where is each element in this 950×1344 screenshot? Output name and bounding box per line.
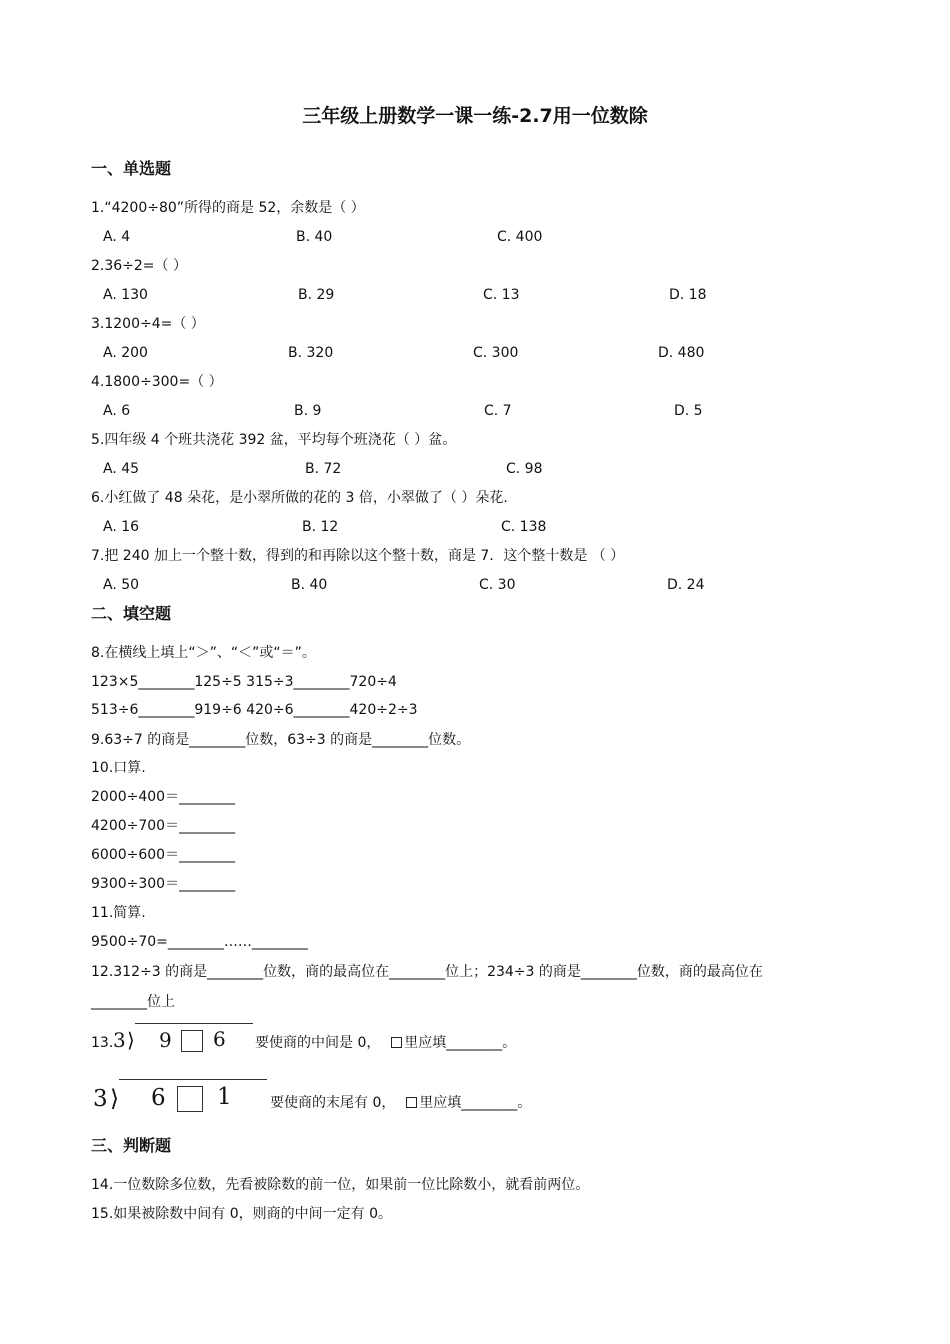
fill-line: 513÷6________919÷6 420÷6________420÷2÷3 — [91, 702, 418, 718]
option-b[interactable]: B. 72 — [305, 461, 342, 477]
option-a[interactable]: A. 50 — [103, 577, 140, 593]
option-c[interactable]: C. 300 — [473, 345, 519, 361]
section-heading: 三、判断题 — [91, 1136, 172, 1155]
fill-line: 2000÷400＝________ — [91, 789, 236, 805]
option-c[interactable]: C. 30 — [479, 577, 516, 593]
option-d[interactable]: D. 480 — [658, 345, 705, 361]
page-title: 三年级上册数学一课一练-2.7用一位数除 — [302, 105, 648, 127]
option-b[interactable]: B. 40 — [291, 577, 328, 593]
fill-line: 4200÷700＝________ — [91, 818, 236, 834]
option-b[interactable]: B. 320 — [288, 345, 334, 361]
square-icon — [391, 1037, 402, 1048]
divisor: 3 — [113, 1028, 126, 1052]
option-a[interactable]: A. 4 — [103, 229, 131, 245]
division-figure-b: 3 ⟩ 6 1 — [93, 1076, 268, 1120]
option-c[interactable]: C. 13 — [483, 287, 520, 303]
fill-line: 12.312÷3 的商是________位数，商的最高位在________位上；234÷3 的商是________位数，商的最高位在 — [91, 964, 763, 980]
option-d[interactable]: D. 24 — [667, 577, 705, 593]
fill-line: 9300÷300＝________ — [91, 876, 236, 892]
section-heading: 二、填空题 — [91, 604, 172, 623]
fill-line: 10.口算. — [91, 760, 146, 776]
option-d[interactable]: D. 5 — [674, 403, 703, 419]
fill-line: 8.在横线上填上“＞”、“＜”或“＝”。 — [91, 645, 316, 661]
question-5: 5.四年级 4 个班共浇花 392 盆，平均每个班浇花（ ）盆。 — [91, 432, 457, 448]
option-a[interactable]: A. 45 — [103, 461, 140, 477]
option-a[interactable]: A. 6 — [103, 403, 131, 419]
question-4: 4.1800÷300=（ ） — [91, 374, 223, 390]
question-6: 6.小红做了 48 朵花，是小翠所做的花的 3 倍，小翠做了（ ）朵花. — [91, 490, 508, 506]
section-heading: 一、单选题 — [91, 159, 172, 178]
question-13b-text: 要使商的末尾有 0， 里应填________。 — [270, 1095, 532, 1111]
fill-line: 11.简算. — [91, 905, 146, 921]
digit: 6 — [151, 1085, 166, 1111]
fill-line: ________位上 — [91, 994, 175, 1010]
divisor: 3 — [93, 1086, 108, 1112]
question-2: 2.36÷2=（ ） — [91, 258, 187, 274]
blank-square — [181, 1030, 203, 1052]
fill-line: 123×5________125÷5 315÷3________720÷4 — [91, 674, 397, 690]
option-b[interactable]: B. 40 — [296, 229, 333, 245]
question-7: 7.把 240 加上一个整十数，得到的和再除以这个整十数，商是 7．这个整十数是 （ ） — [91, 548, 625, 564]
question-3: 3.1200÷4=（ ） — [91, 316, 205, 332]
option-b[interactable]: B. 9 — [294, 403, 322, 419]
question-13-number: 13. — [91, 1035, 114, 1051]
option-b[interactable]: B. 29 — [298, 287, 335, 303]
option-c[interactable]: C. 400 — [497, 229, 543, 245]
question-14: 14.一位数除多位数，先看被除数的前一位，如果前一位比除数小，就看前两位。 — [91, 1177, 590, 1193]
digit: 1 — [217, 1084, 232, 1110]
question-13a-text: 要使商的中间是 0， 里应填________。 — [255, 1035, 517, 1051]
option-c[interactable]: C. 7 — [484, 403, 512, 419]
question-15: 15.如果被除数中间有 0，则商的中间一定有 0。 — [91, 1206, 392, 1222]
digit: 9 — [159, 1028, 172, 1052]
option-c[interactable]: C. 98 — [506, 461, 543, 477]
digit: 6 — [213, 1027, 226, 1051]
fill-line: 6000÷600＝________ — [91, 847, 236, 863]
fill-line: 9.63÷7 的商是________位数，63÷3 的商是________位数。 — [91, 732, 471, 748]
square-icon — [406, 1097, 417, 1108]
question-1: 1.“4200÷80”所得的商是 52，余数是（ ） — [91, 200, 365, 216]
option-d[interactable]: D. 18 — [669, 287, 707, 303]
option-b[interactable]: B. 12 — [302, 519, 339, 535]
option-a[interactable]: A. 130 — [103, 287, 148, 303]
option-a[interactable]: A. 200 — [103, 345, 148, 361]
division-figure-a: 3 ⟩ 9 6 — [113, 1020, 253, 1060]
blank-square — [177, 1086, 203, 1112]
fill-line: 9500÷70=________……________ — [91, 934, 308, 950]
option-c[interactable]: C. 138 — [501, 519, 547, 535]
option-a[interactable]: A. 16 — [103, 519, 140, 535]
